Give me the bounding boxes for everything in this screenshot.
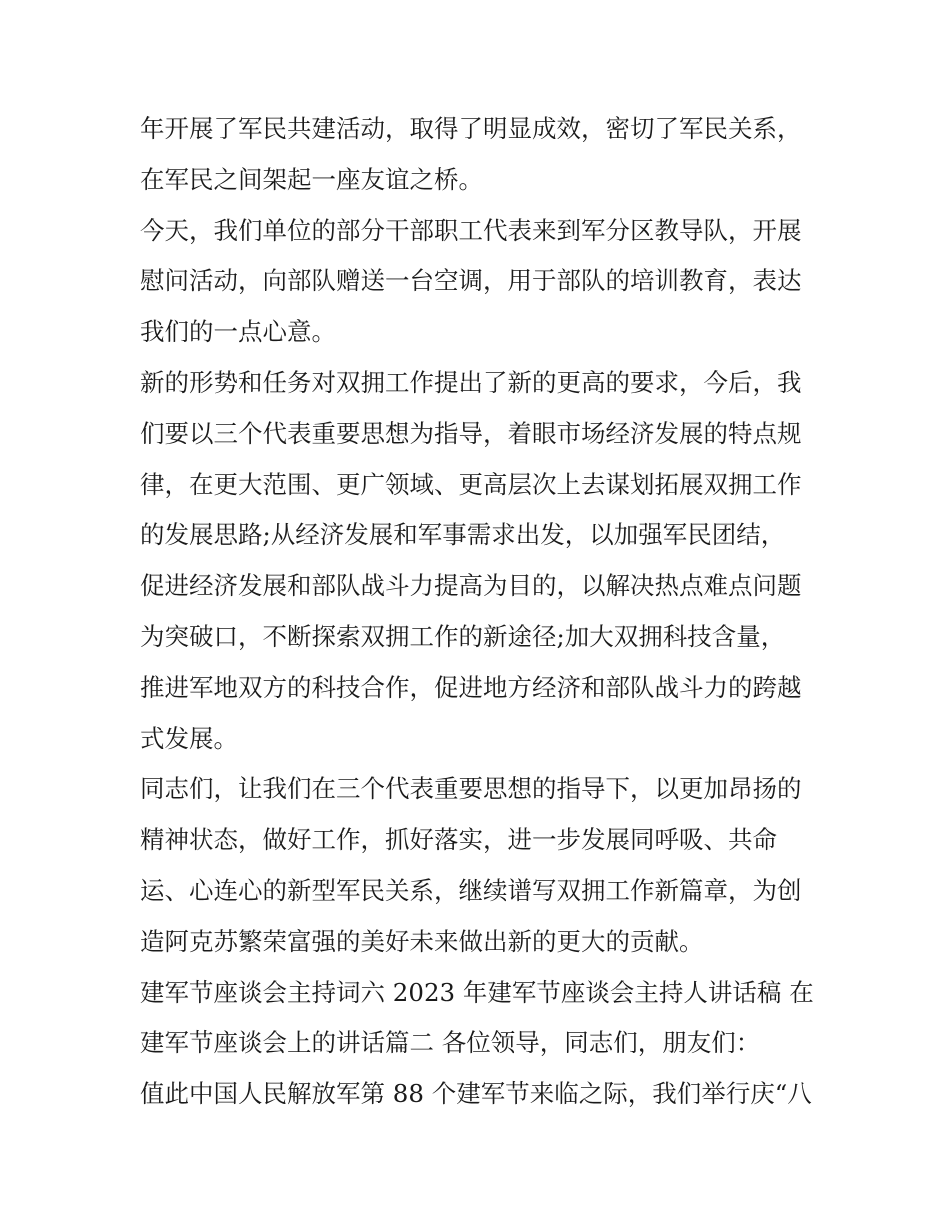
text-line: 律，在更大范围、更广领域、更高层次上去谋划拓展双拥工作 [140,469,802,499]
text-line: 建军节座谈会主持词六 2023 年建军节座谈会主持人讲话稿 在 [140,977,814,1007]
text-line: 慰问活动，向部队赠送一台空调，用于部队的培训教育，表达 [140,266,802,296]
text-line: 今天，我们单位的部分干部职工代表来到军分区教导队，开展 [140,215,802,245]
text-line: 精神状态，做好工作，抓好落实，进一步发展同呼吸、共命 [140,825,777,855]
text-line: 促进经济发展和部队战斗力提高为目的，以解决热点难点问题 [140,571,802,601]
text-line: 年开展了军民共建活动，取得了明显成效，密切了军民关系， [140,114,802,143]
text-line: 的发展思路;从经济发展和军事需求出发，以加强军民团结， [140,520,786,550]
text-line: 在军民之间架起一座友谊之桥。 [140,164,483,194]
text-line: 建军节座谈会上的讲话篇二 各位领导，同志们，朋友们： [140,1028,761,1058]
text-line: 我们的一点心意。 [140,317,336,347]
text-line: 式发展。 [140,723,238,753]
text-line: 造阿克苏繁荣富强的美好未来做出新的更大的贡献。 [140,926,704,956]
text-line: 为突破口，不断探索双拥工作的新途径;加大双拥科技含量， [140,621,786,651]
text-line: 同志们，让我们在三个代表重要思想的指导下，以更加昂扬的 [140,774,802,804]
text-line: 运、心连心的新型军民关系，继续谱写双拥工作新篇章，为创 [140,875,802,905]
text-line: 推进军地双方的科技合作，促进地方经济和部队战斗力的跨越 [140,672,802,702]
text-line: 们要以三个代表重要思想为指导，着眼市场经济发展的特点规 [140,418,802,448]
text-line: 新的形势和任务对双拥工作提出了新的更高的要求，今后，我 [140,367,802,397]
text-line: 值此中国人民解放军第 88 个建军节来临之际，我们举行庆“八 [140,1079,812,1109]
document-body [140,104,820,1120]
